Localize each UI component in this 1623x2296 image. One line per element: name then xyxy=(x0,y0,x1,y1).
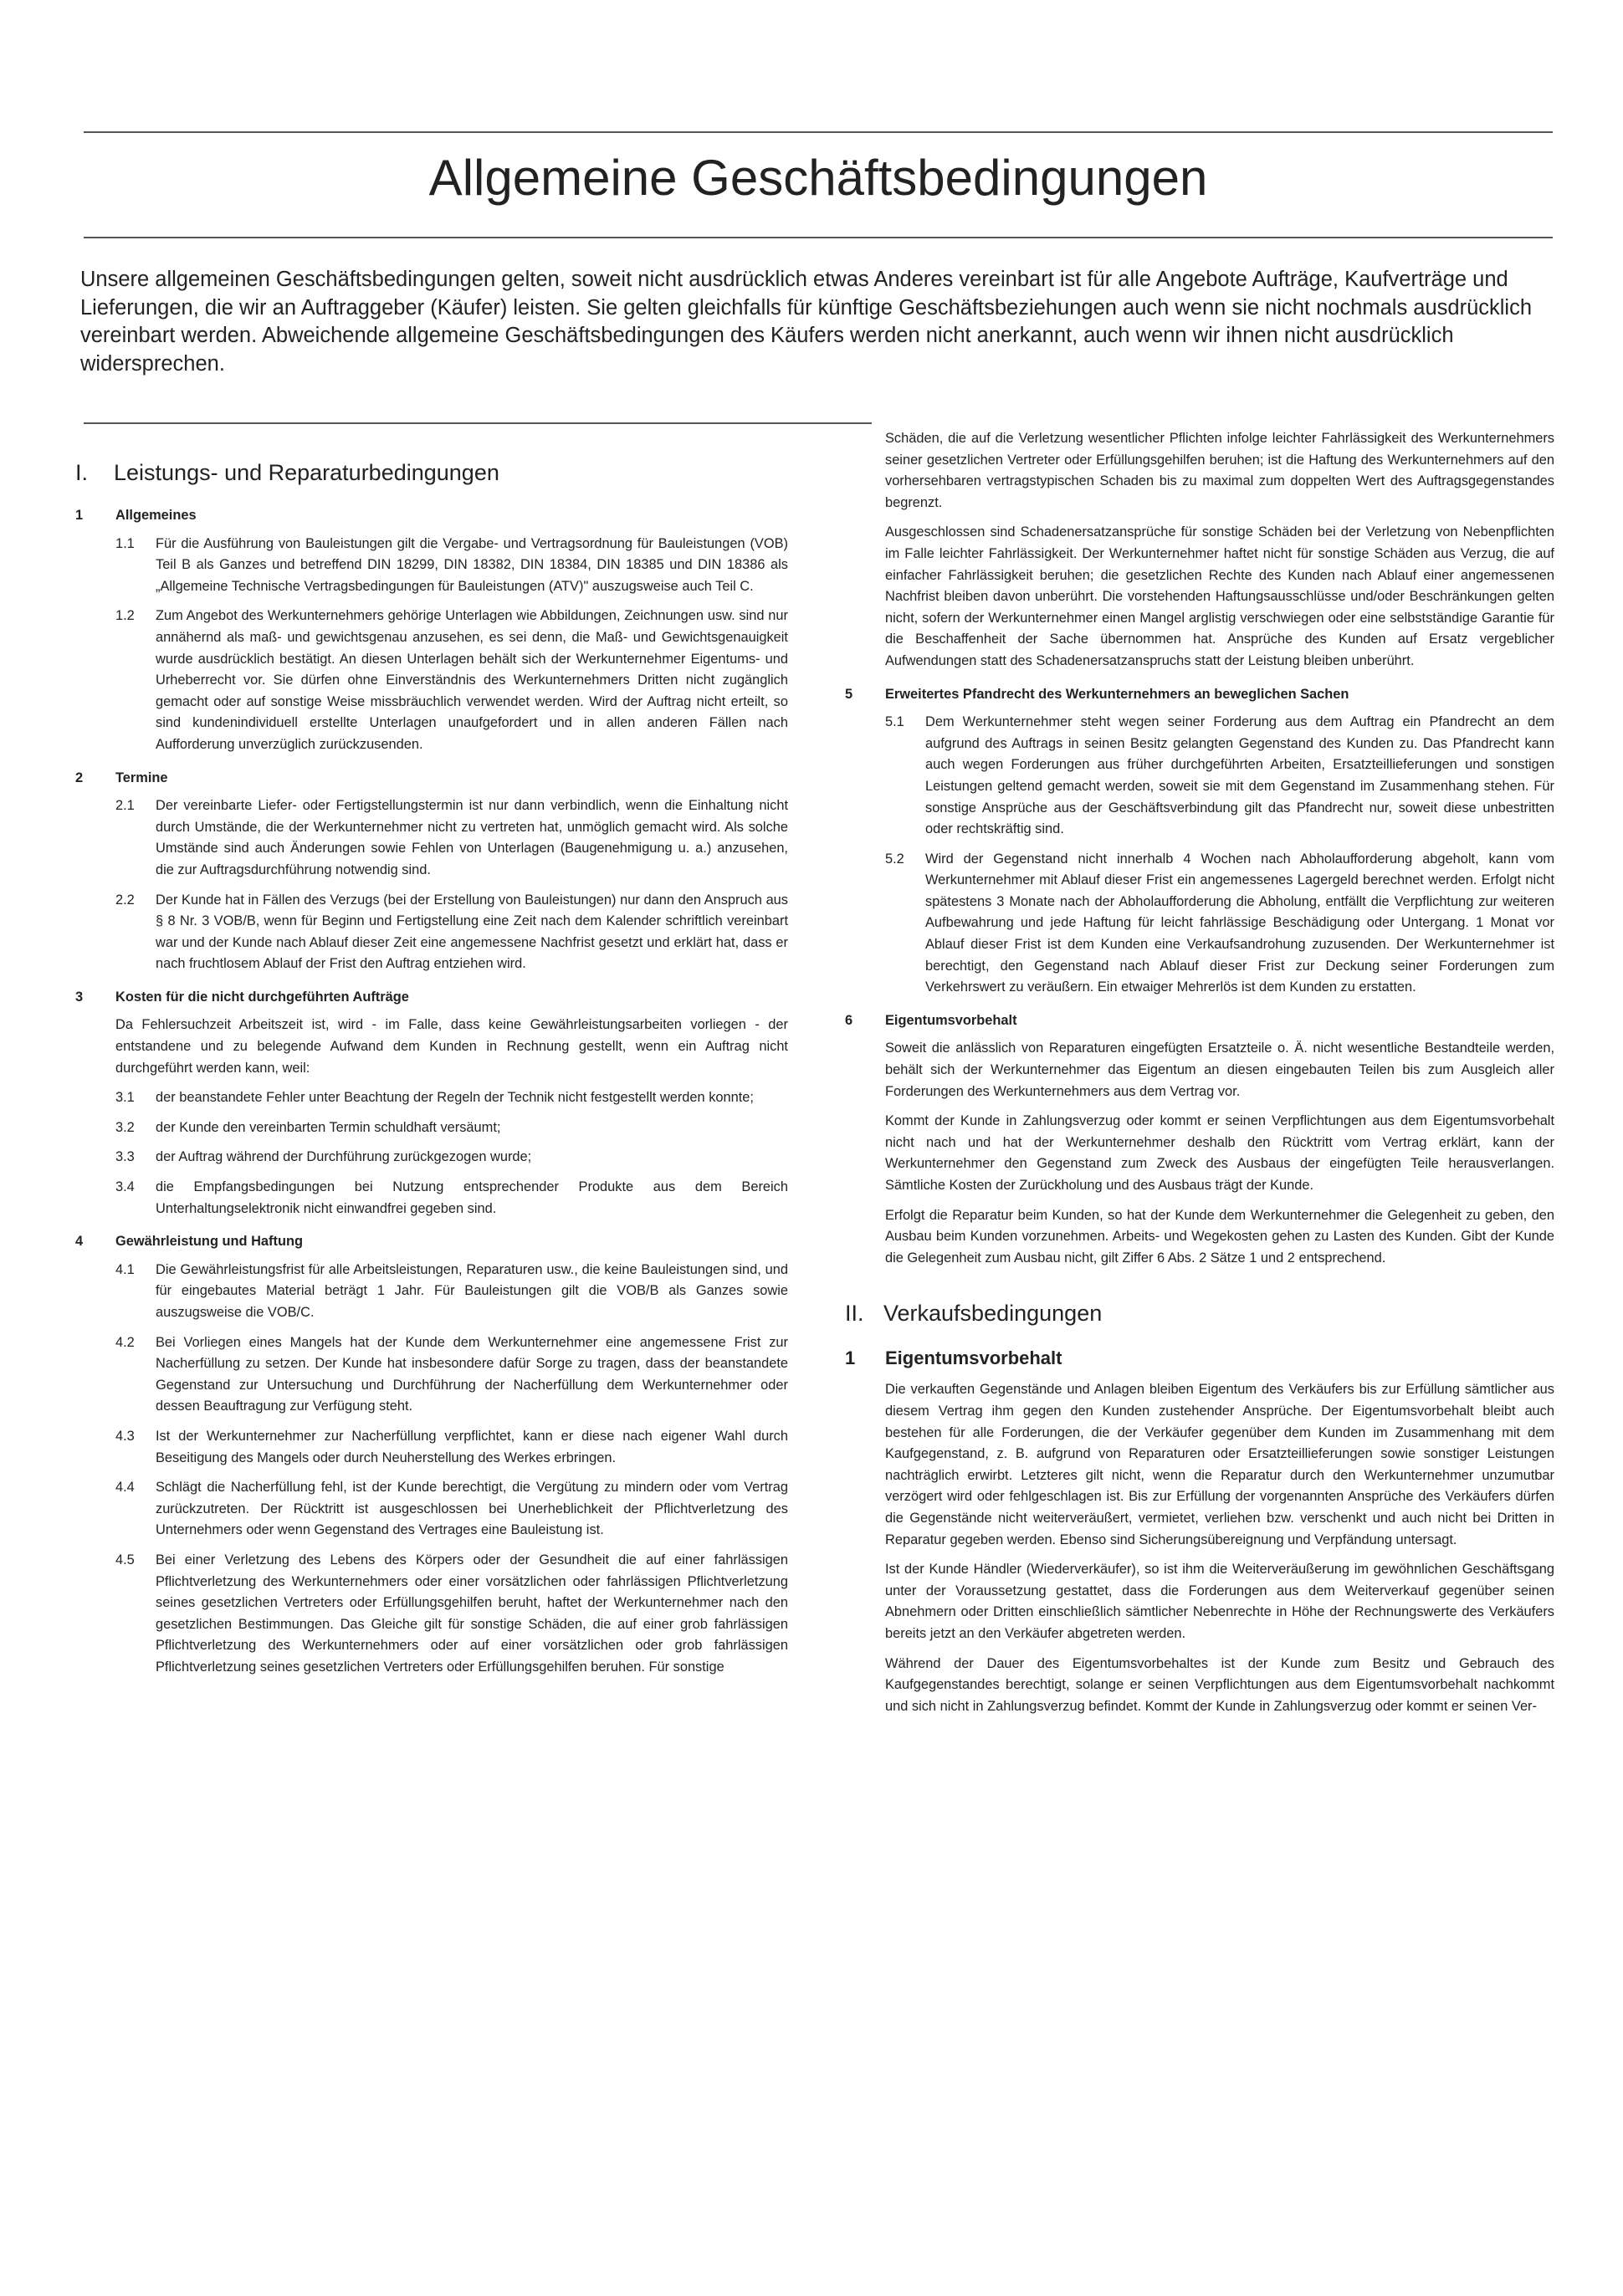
section-heading-1 xyxy=(75,458,788,487)
subsection-heading: 1 Eigentumsvorbehalt xyxy=(845,1347,1062,1369)
subsection-heading: 6 Eigentumsvorbehalt xyxy=(845,1012,1017,1028)
clause-paragraph: Da Fehlersuchzeit Arbeitszeit ist, wird - im Falle, dass keine Gewährleistungsarbeiten vorliegen - der entstandene und zu belegende Aufwand dem Kunden in Rechnung gestellt, wenn ein Auftrag nicht durchgeführt werden kann, weil: xyxy=(115,1017,788,1076)
clause-item: 4.2 Bei Vorliegen eines Mangels hat der Kunde dem Werkunternehmer eine angemessene Frist zur Nacherfüllung zu setzen. Der Kunde hat insbesondere dafür Sorge zu tragen, dass der beanstandete Gegenstand zur Untersuchung und Durchführung der Nacherfüllung dem Werkunternehmer oder dessen Beauftragung zur Verfügung steht. xyxy=(115,1334,788,1414)
subsection-heading: 3 Kosten für die nicht durchgeführten Aufträge xyxy=(75,989,409,1005)
section-heading-2 xyxy=(845,1299,1554,1327)
clause-paragraph: Ausgeschlossen sind Schadenersatzansprüche für sonstige Schäden bei der Verletzung von Nebenpflichten im Falle leichter Fahrlässigkeit. Der Werkunternehmer haftet nicht für sonstige Schäden aus Verzug, die auf einfacher Fahrlässigkeit beruhen; die gesetzlichen Rechte des Kunden nach Ablauf einer angemessenen Nachfrist bleiben davon unberührt. Die vorstehenden Haftungsausschlüsse und/oder Beschränkungen gelten nicht, sofern der Werkunternehmer einen Mangel arglistig verschwiegen oder eine selbstständige Garantie für die Beschaffenheit der Sache übernommen hat. Ansprüche des Kunden auf Ersatz vergeblicher Aufwendungen statt des Schadenersatzanspruchs statt der Leistung bleiben unberührt. xyxy=(885,524,1554,668)
clause-item: 3.1 der beanstandete Fehler unter Beachtung der Regeln der Technik nicht festgestellt werden konnte; xyxy=(115,1090,754,1106)
clause-paragraph: Ist der Kunde Händler (Wiederverkäufer), so ist ihm die Weiterveräußerung im gewöhnlichen Geschäftsgang unter der Voraussetzung gestattet, dass die Forderungen aus dem Weiterverkauf gegenüber seinen Abnehmern oder Dritten einschließlich sämtlicher Nebenrechte in Höhe der Rechnungswerte des Verkäufers bereits jetzt an den Verkäufer abgetreten werden. xyxy=(885,1562,1554,1641)
section-number: I. xyxy=(75,460,89,485)
clause-item: 1.1 Für die Ausführung von Bauleistungen gilt die Vergabe- und Vertragsordnung für Bauleistungen (VOB) Teil B als Ganzes und betreffend DIN 18299, DIN 18382, DIN 18384, DIN 18385 und DIN 18386 als „Allgemeine Technische Vertragsbedingungen für Bauleistungen (ATV)" auszugsweise auch Teil C. xyxy=(115,535,788,594)
intro-paragraph: Unsere allgemeinen Geschäftsbedingungen gelten, soweit nicht ausdrücklich etwas Anderes vereinbart ist für alle Angebote Aufträge, Kaufverträge und Lieferungen, die wir an Auftraggeber (Käufer) leisten. Sie gelten gleichfalls für künftige Geschäftsbeziehungen auch wenn sie nicht nochmals ausdrücklich vereinbart werden. Abweichende allgemeine Geschäftsbedingungen des Käufers werden nicht anerkannt, auch wenn wir ihnen nicht ausdrücklich widersprechen. xyxy=(80,268,1533,376)
subsection-heading: 1 Allgemeines xyxy=(75,508,197,523)
subsection-heading: 4 Gewährleistung und Haftung xyxy=(75,1234,304,1250)
clause-item: 3.3 der Auftrag während der Durchführung zurückgezogen wurde; xyxy=(115,1149,532,1165)
clause-item: 2.2 Der Kunde hat in Fällen des Verzugs (bei der Erstellung von Bauleistungen) nur dann den Anspruch aus § 8 Nr. 3 VOB/B, wenn für Beginn und Fertigstellung eine Zeit nach dem Kalender schriftlich vereinbart war und der Kunde nach Ablauf dieser Zeit eine angemessene Nachfrist gesetzt und erklärt hat, dass er nach fruchtlosem Ablauf der Frist den Auftrag entziehen wird. xyxy=(115,892,788,972)
clause-item: 4.5 Bei einer Verletzung des Lebens des Körpers oder der Gesundheit die auf einer fahrlässigen Pflichtverletzung des Werkunternehmers oder einer vorsätzlichen oder fahrlässigen Pflichtverletzung seines gesetzlichen Vertreters oder Erfüllungsgehilfen beruht, haftet der Werkunternehmer nach den gesetzlichen Bestimmungen. Das Gleiche gilt für sonstige Schäden, die auf einer grob fahrlässigen Pflichtverletzung des Werkunternehmers oder auf einer vorsätzlichen oder grob fahrlässigen Pflichtverletzung seines gesetzlichen Vertreters oder Erfüllungsgehilfen beruhen. Für sonstige xyxy=(115,1552,788,1675)
clause-paragraph: Erfolgt die Reparatur beim Kunden, so hat der Kunde dem Werkunternehmer die Gelegenheit zu geben, den Ausbau beim Kunden vorzunehmen. Arbeits- und Wegekosten gehen zu Lasten des Kunden. Gibt der Kunde die Gelegenheit zum Ausbau nicht, gilt Ziffer 6 Abs. 2 Sätze 1 und 2 entsprechend. xyxy=(885,1207,1554,1266)
title-bottom-rule xyxy=(84,237,1553,238)
clause-item: 3.2 der Kunde den vereinbarten Termin schuldhaft versäumt; xyxy=(115,1119,501,1135)
clause-item: 1.2 Zum Angebot des Werkunternehmers gehörige Unterlagen wie Abbildungen, Zeichnungen usw. sind nur annähernd als maß- und gewichtsgenau anzusehen, es sei denn, die Maß- und Gewichtsgenauigkeit wurde ausdrücklich bestätigt. An diesen Unterlagen behält sich der Werkunternehmer Eigentums- und Urheberrecht vor. Sie dürfen ohne Einverständnis des Werkunternehmers Dritten nicht zugänglich gemacht oder auf sonstige Weise missbräuchlich verwendet werden. Wird der Auftrag nicht erteilt, so sind kundenindividuell erstellte Unterlagen unaufgefordert und in allen anderen Fällen nach Aufforderung unverzüglich zurückzusenden. xyxy=(115,608,788,752)
clause-item: 5.2 Wird der Gegenstand nicht innerhalb 4 Wochen nach Abholaufforderung abgeholt, kann vom Werkunternehmer mit Ablauf dieser Frist ein angemessenes Lagergeld berechnet werden. Erfolgt nicht spätestens 3 Monate nach der Abholaufforderung die Abholung, entfällt die Verpflichtung zur weiteren Aufbewahrung und jede Haftung für leicht fahrlässige Beschädigung oder Untergang. 1 Monat vor Ablauf dieser Frist ist dem Kunden eine Verkaufsandrohung zuzusenden. Der Werkunternehmer ist berechtigt, den Gegenstand nach Ablauf dieser Frist zur Deckung seiner Forderungen zum Verkehrswert zu veräußern. Ein etwaiger Mehrerlös ist dem Kunden zu erstatten. xyxy=(885,851,1554,995)
clause-item: 4.1 Die Gewährleistungsfrist für alle Arbeitsleistungen, Reparaturen usw., die keine Bauleistungen sind, und für eingebautes Material beträgt 1 Jahr. Für Bauleistungen gilt die VOB/B als Ganzes sowie auszugsweise die VOB/C. xyxy=(115,1261,788,1320)
clause-item: 2.1 Der vereinbarte Liefer- oder Fertigstellungstermin ist nur dann verbindlich, wenn die Einhaltung nicht durch Umstände, die der Werkunternehmer nicht zu vertreten hat, unmöglich gemacht wird. Als solche Umstände sind auch Änderungen sowie Fehlen von Unterlagen (Baugenehmigung u. a.) anzusehen, die zur Auftragsdurchführung notwendig sind. xyxy=(115,798,788,877)
clause-paragraph: Kommt der Kunde in Zahlungsverzug oder kommt er seinen Verpflichtungen aus dem Eigentumsvorbehalt nicht nach und hat der Werkunternehmer deshalb den Rücktritt vom Vertrag erklärt, kann der Werkunternehmer den Gegenstand zum Zweck des Ausbaus der eingefügten Teile herausverlangen. Sämtliche Kosten der Zurückholung und des Ausbaus trägt der Kunde. xyxy=(885,1113,1554,1193)
section-number: II. xyxy=(845,1301,864,1327)
section-title: Verkaufsbedingungen xyxy=(883,1301,1103,1327)
clause-item: 5.1 Dem Werkunternehmer steht wegen seiner Forderung aus dem Auftrag ein Pfandrecht an dem aufgrund des Auftrags in seinen Besitz gelangten Gegenstand des Kunden zu. Das Pfandrecht kann auch wegen Forderungen aus früher durchgeführten Arbeiten, Ersatzteillieferungen und sonstigen Leistungen geltend gemacht werden, soweit sie mit dem Gegenstand im Zusammenhang stehen. Für sonstige Ansprüche aus der Geschäftsverbindung gilt das Pfandrecht nur, soweit diese unbestritten oder rechtskräftig sind. xyxy=(885,714,1554,837)
intro-bottom-rule xyxy=(84,422,872,424)
subsection-heading: 2 Termine xyxy=(75,770,168,785)
clause-paragraph: Soweit die anlässlich von Reparaturen eingefügten Ersatzteile o. Ä. nicht wesentliche Bestandteile werden, behält sich der Werkunternehmer das Eigentum an diesen eingebauten Teilen bis zum Ausgleich aller Forderungen des Werkunternehmers aus dem Vertrag vor. xyxy=(885,1041,1554,1099)
right-column xyxy=(845,428,1554,1726)
clause-item: 4.3 Ist der Werkunternehmer zur Nacherfüllung verpflichtet, kann er diese nach eigener Wahl durch Beseitigung des Mangels oder durch Neuherstellung des Werkes erbringen. xyxy=(115,1428,788,1465)
clause-paragraph: Die verkauften Gegenstände und Anlagen bleiben Eigentum des Verkäufers bis zur Erfüllung sämtlicher aus diesem Vertrag ihm gegen den Kunden zustehender Ansprüche. Der Eigentumsvorbehalt bleibt auch bestehen für alle Forderungen, die der Verkäufer gegenüber dem Kunden im Zusammenhang mit dem Kaufgegenstand, z. B. aufgrund von Reparaturen oder Ersatzteillieferungen sowie sonstiger Leistungen nachträglich erwirbt. Letzteres gilt nicht, wenn die Reparatur durch den Werkunternehmer unzumutbar verzögert wird oder fehlgeschlagen ist. Bis zur Erfüllung der vorgenannten Ansprüche des Verkäufers dürfen die Gegenstände nicht weiterveräußert, vermietet, verliehen bzw. verschenkt und auch nicht bei Dritten in Reparatur gegeben werden. Ebenso sind Sicherungsübereignung und Verpfändung untersagt. xyxy=(885,1382,1554,1547)
clause-item: 3.4 die Empfangsbedingungen bei Nutzung entsprechender Produkte aus dem Bereich Unterhaltungselektronik nicht einwandfrei gegeben sind. xyxy=(115,1179,788,1216)
clause-paragraph: Schäden, die auf die Verletzung wesentlicher Pflichten infolge leichter Fahrlässigkeit des Werkunternehmers seiner gesetzlichen Vertreter oder Erfüllungsgehilfen beruhen; ist die Haftung des Werkunternehmers auf den vorhersehbaren vertragstypischen Schaden bis zu maximal zum doppelten Wert des Auftragsgegenstandes begrenzt. xyxy=(885,431,1554,510)
subsection-heading: 5 Erweitertes Pfandrecht des Werkunternehmers an beweglichen Sachen xyxy=(845,686,1349,702)
clause-item: 4.4 Schlägt die Nacherfüllung fehl, ist der Kunde berechtigt, die Vergütung zu mindern oder vom Vertrag zurückzutreten. Der Rücktritt ist ausgeschlossen bei Unerheblichkeit der Pflichtverletzung des Unternehmers oder wenn Gegenstand des Vertrages eine Bauleistung ist. xyxy=(115,1480,788,1538)
section-title: Leistungs- und Reparaturbedingungen xyxy=(114,460,499,485)
document-title: Allgemeine Geschäftsbedingungen xyxy=(428,150,1208,206)
clause-paragraph: Während der Dauer des Eigentumsvorbehaltes ist der Kunde zum Besitz und Gebrauch des Kaufgegenstandes berechtigt, solange er seinen Verpflichtungen aus dem Eigentumsvorbehalt nachkommt und sich nicht in Zahlungsverzug befindet. Kommt der Kunde in Zahlungsverzug oder kommt er seinen Ver- xyxy=(885,1655,1554,1714)
left-column xyxy=(75,428,788,1687)
top-rule xyxy=(84,131,1553,133)
